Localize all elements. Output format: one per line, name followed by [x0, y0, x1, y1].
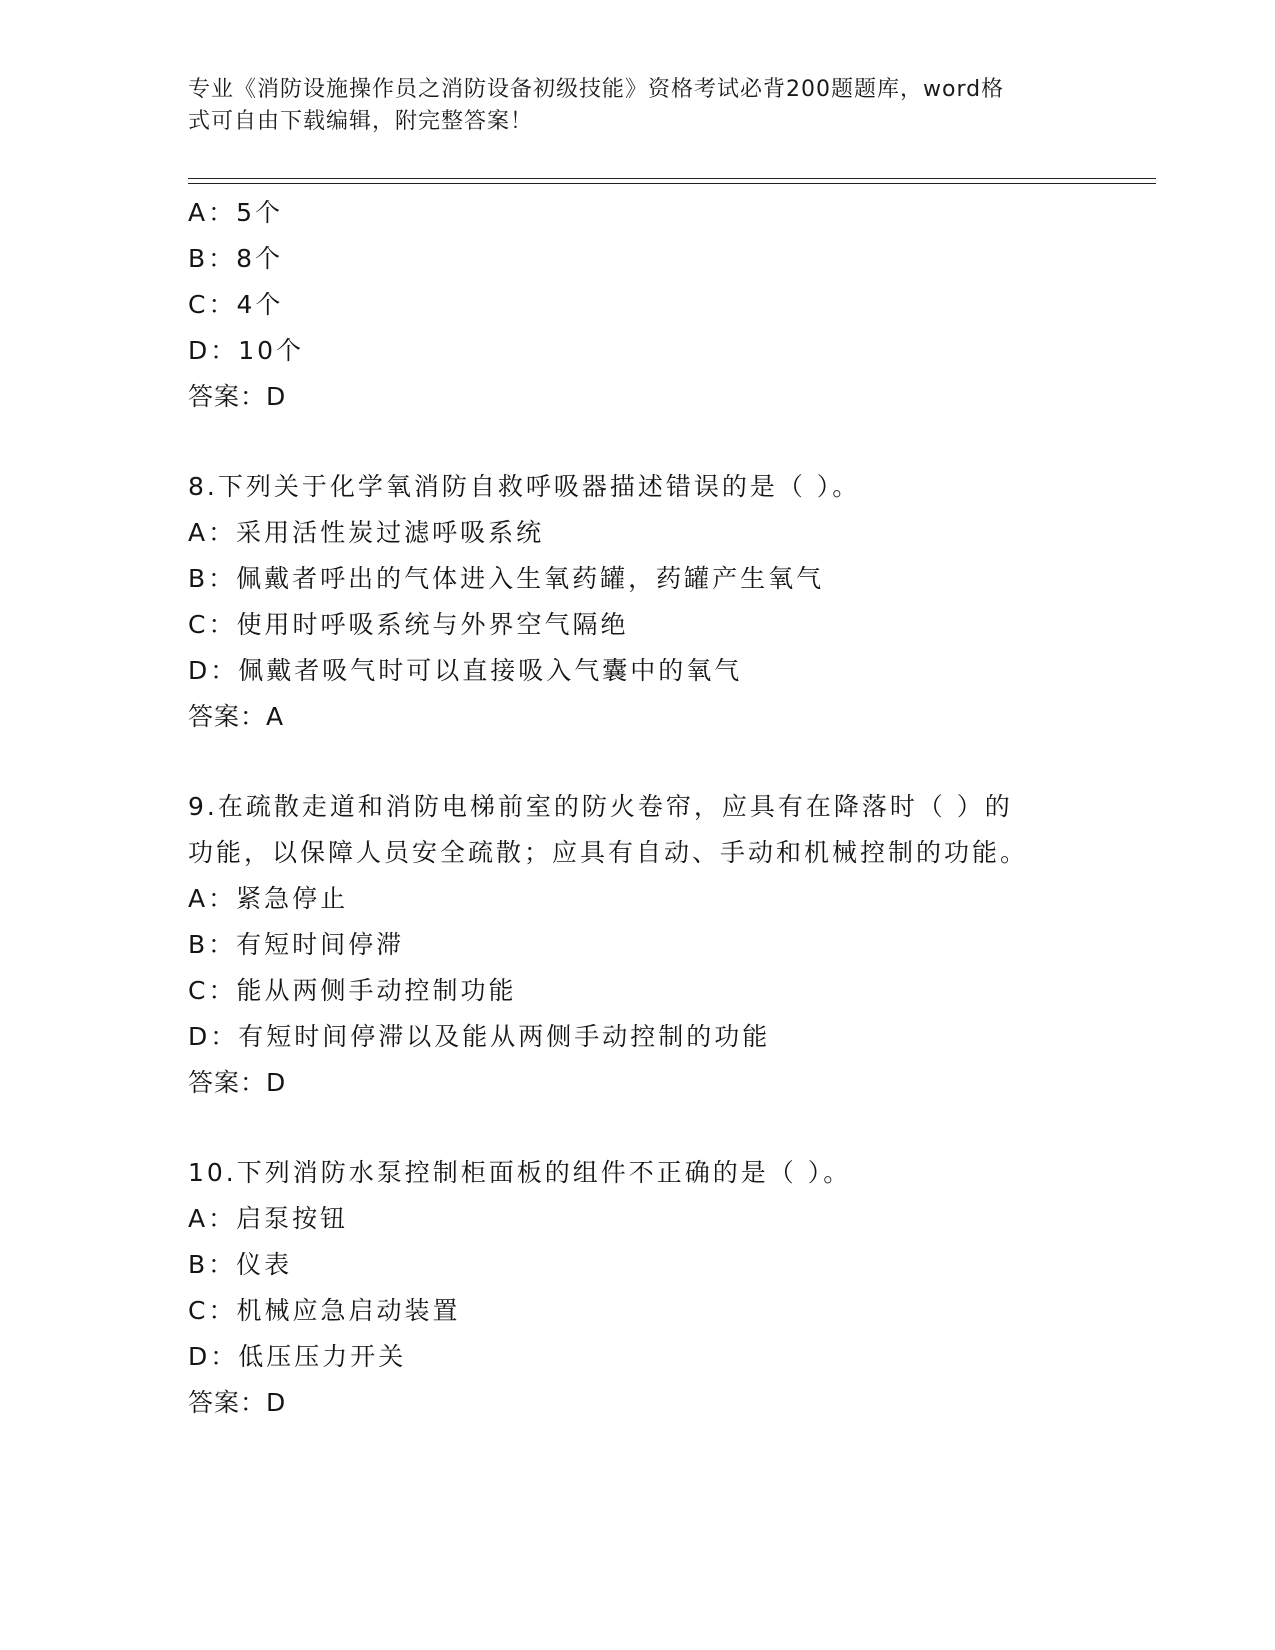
document-header — [188, 74, 1068, 138]
option-a: A：采用活性炭过滤呼吸系统 — [188, 518, 545, 547]
question-text: 10.下列消防水泵控制柜面板的组件不正确的是（ ）。 — [188, 1158, 852, 1187]
question-9 — [188, 784, 1088, 1106]
answer: 答案：A — [188, 702, 285, 731]
option-b: B：佩戴者呼出的气体进入生氧药罐，药罐产生氧气 — [188, 564, 825, 593]
option-b: B：仪表 — [188, 1250, 293, 1279]
question-7 — [188, 190, 1088, 420]
option-d: D：有短时间停滞以及能从两侧手动控制的功能 — [188, 1022, 771, 1051]
option-c: C：使用时呼吸系统与外界空气隔绝 — [188, 610, 629, 639]
header-line-2: 式可自由下载编辑，附完整答案！ — [188, 109, 534, 134]
option-a: A：5个 — [188, 198, 284, 227]
question-10 — [188, 1150, 1088, 1426]
option-d: D：10个 — [188, 336, 305, 365]
question-8 — [188, 464, 1088, 740]
header-divider-bottom — [188, 183, 1156, 184]
option-a: A：紧急停止 — [188, 884, 349, 913]
option-d: D：佩戴者吸气时可以直接吸入气囊中的氧气 — [188, 656, 743, 685]
option-a: A：启泵按钮 — [188, 1204, 349, 1233]
option-b: B：有短时间停滞 — [188, 930, 405, 959]
question-list — [188, 190, 1088, 1426]
question-text-line-2: 功能，以保障人员安全疏散；应具有自动、手动和机械控制的功能。 — [188, 838, 1029, 867]
question-text-line-1: 9.在疏散走道和消防电梯前室的防火卷帘，应具有在降落时（ ）的 — [188, 792, 1013, 821]
header-line-1: 专业《消防设施操作员之消防设备初级技能》资格考试必背200题题库，word格 — [188, 77, 1005, 102]
option-b: B：8个 — [188, 244, 284, 273]
answer: 答案：D — [188, 1068, 287, 1097]
option-c: C：能从两侧手动控制功能 — [188, 976, 517, 1005]
option-c: C：机械应急启动装置 — [188, 1296, 461, 1325]
option-c: C：4个 — [188, 290, 284, 319]
option-d: D：低压压力开关 — [188, 1342, 407, 1371]
question-text: 8.下列关于化学氧消防自救呼吸器描述错误的是（ ）。 — [188, 472, 861, 501]
answer: 答案：D — [188, 382, 287, 411]
header-divider-top — [188, 178, 1156, 179]
answer: 答案：D — [188, 1388, 287, 1417]
